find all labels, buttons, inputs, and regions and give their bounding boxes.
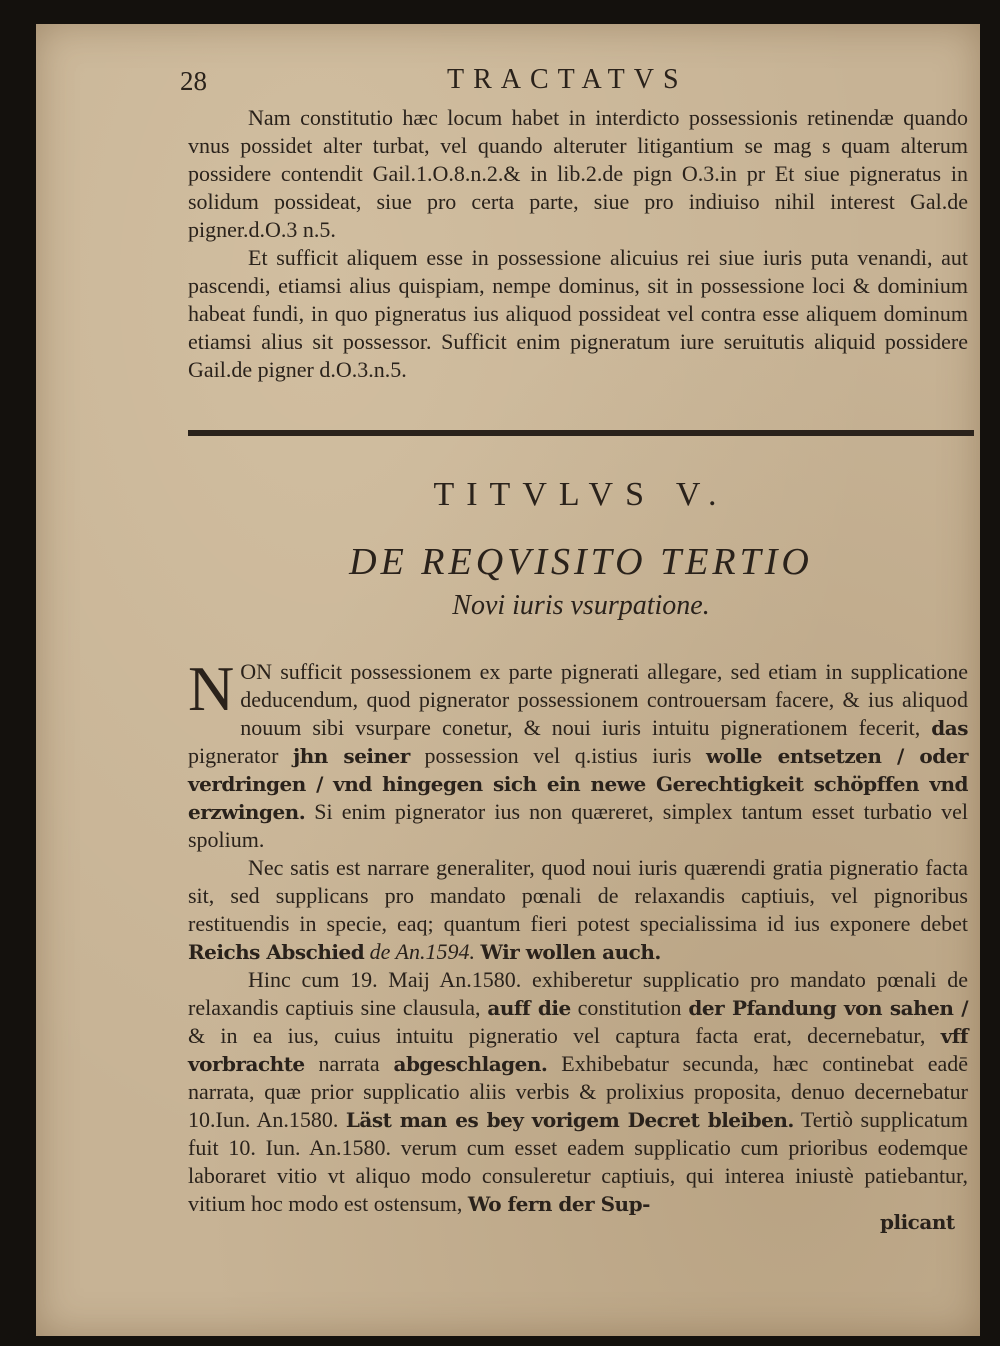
text-run: de An.1594. [369, 939, 475, 964]
small-caps-opening: ON [240, 659, 272, 684]
titulus-heading: TITVLVS V. [433, 476, 729, 513]
text-run: & in ea ius, cuius intuitu pigneratio vel captura facta erat, decernebatur, [188, 1023, 926, 1048]
page-number: 28 [180, 66, 207, 96]
text-run: pignerator [188, 743, 279, 768]
section-subtitle-2: Novi iuris vsurpatione. [452, 590, 710, 621]
paragraph-1: Nam constitutio hæc locum habet in interdicto possessionis retinendæ quando vnus possidet alter turbat, vel quando alteruter litigantium se mag s quam alterum possidere contendit Gail.1.O.8.n.2.& in lib.2.de pign O.3.in pr Et siue pigneratus in solidum possideat, siue pro certa parte, siue pro indiuiso nihil interest Gal.de pigner.d.O.3 n.5. [188, 105, 968, 242]
fraktur-run: jhn seiner [293, 744, 410, 768]
fraktur-run: Wo fern der Sup- [467, 1192, 650, 1216]
text-run: Exhibebatur secunda, hæc continebat eadē narrata, quæ prior supplicatio aliis verbis & prolixius proposita, denuo decernebatur 10.Iun. An.1580. [188, 1051, 968, 1132]
paragraph-3 [188, 653, 969, 854]
fraktur-run: Reichs Abschied [188, 940, 365, 964]
section-one [188, 104, 968, 384]
page-header [180, 66, 960, 100]
text-run: constitution [577, 995, 682, 1020]
fraktur-run: das [931, 716, 968, 740]
text-run: narrata [318, 1051, 380, 1076]
fraktur-run: wolle entsetzen / oder verdringen / vnd hingegen sich ein newe Gerechtigkeit schöpffen vnd erzwingen. [188, 744, 969, 824]
section-subtitle: DE REQVISITO TERTIO [349, 541, 813, 583]
text-run: Tertiò supplicatum fuit 10. Iun. An.1580. verum cum esset eadem supplicatio cum prioribus eodemque laboraret vitio vt aliquo modo consuleretur captiuis, qui interea iniustè patiebantur, vitium hoc modo est ostensum, [188, 1107, 969, 1216]
fraktur-run: Wir wollen auch. [480, 940, 661, 964]
text-run: possession vel q.istius iuris [424, 743, 692, 768]
catchword: plicant [880, 1210, 955, 1234]
fraktur-run: vff vorbrachte [188, 1024, 969, 1076]
text-run: Hinc cum 19. Maij An.1580. exhiberetur supplicatio pro mandato pœnali de relaxandis captiuis sine clausula, [188, 967, 968, 1020]
fraktur-run: auff die [487, 996, 571, 1020]
fraktur-run: der Pfandung von sahen / [688, 996, 969, 1020]
paragraph-5 [188, 966, 968, 1218]
text-run: sufficit possessionem ex parte pignerati allegare, sed etiam in supplicatione deducendum, quod pignerator possessionem controuersam facere, & ius aliquod nouum sibi vsurpare conetur, & noui iuris intuitu pignerationem fecerit, [240, 659, 969, 740]
section-two [188, 653, 969, 1218]
running-title: TRACTATVS [447, 64, 688, 95]
text-run: Si enim pignerator ius non quæreret, simplex tantum esset turbatio vel spolium. [188, 799, 969, 852]
drop-cap: N [188, 653, 235, 724]
fraktur-run: Läst man es bey vorigem Decret bleiben. [345, 1108, 794, 1132]
text-run: Nec satis est narrare generaliter, quod noui iuris quærendi gratia pigneratio facta sit, sed supplicans pro mandato pœnali de relaxandis captiuis, vel pignoribus restituendis in specie, eaq; quantum fieri potest specialissima id ius exponere debet [188, 855, 968, 936]
paragraph-2: Et sufficit aliquem esse in possessione alicuius rei siue iuris puta venandi, aut pascendi, etiamsi alius quispiam, nempe dominus, sit in possessione loci & dominium habeat fundi, in quo pigneratus ius aliquod possideat vel contra esse aliquem dominum etiamsi alius sit possessor. Sufficit enim pigneratum iure seruitutis aliquid possidere Gail.de pigner d.O.3.n.5. [188, 245, 968, 382]
fraktur-run: abgeschlagen. [393, 1052, 548, 1076]
paragraph-4 [188, 854, 968, 966]
section-divider [188, 430, 974, 436]
